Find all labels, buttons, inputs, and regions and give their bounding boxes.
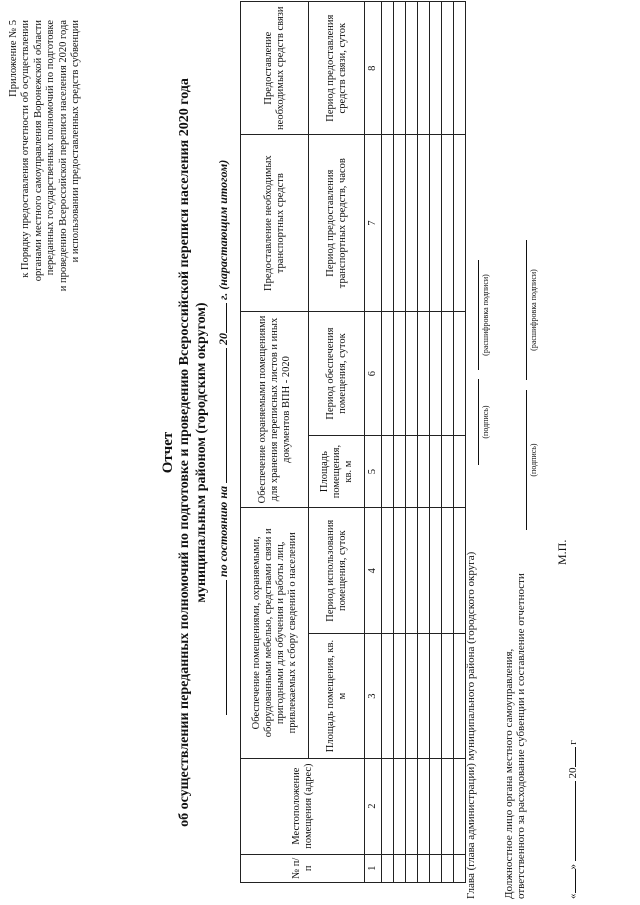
table-cell[interactable] <box>442 2 454 135</box>
head-signature-caption: (подпись) <box>481 405 490 439</box>
official-decode-line[interactable] <box>526 240 527 380</box>
stamp-placeholder: М.П. <box>555 539 569 565</box>
table-cell[interactable] <box>382 436 394 508</box>
table-cell[interactable] <box>418 634 430 758</box>
month-blank[interactable] <box>565 781 576 861</box>
official-signature-caption: (подпись) <box>529 443 538 477</box>
col-number: 6 <box>365 311 382 435</box>
table-cell[interactable] <box>406 507 418 633</box>
table-cell[interactable] <box>406 2 418 135</box>
table-cell[interactable] <box>442 311 454 435</box>
table-cell[interactable] <box>430 436 442 508</box>
table-cell[interactable] <box>382 634 394 758</box>
table-cell[interactable] <box>442 634 454 758</box>
table-cell[interactable] <box>454 507 466 633</box>
appendix-line: органами местного самоуправления Воронежской области <box>32 20 44 282</box>
table-cell[interactable] <box>382 311 394 435</box>
date-field <box>565 740 579 899</box>
table-cell[interactable] <box>406 436 418 508</box>
table-cell[interactable] <box>454 135 466 312</box>
header-period-use: Период использования помещения, суток <box>309 507 365 633</box>
table-cell[interactable] <box>418 436 430 508</box>
table-cell[interactable] <box>454 311 466 435</box>
table-col-number-row <box>365 2 382 883</box>
appendix-line: переданных государственных полномочий по подготовке <box>45 20 57 276</box>
table-subheader-row <box>309 2 365 883</box>
table-cell[interactable] <box>394 634 406 758</box>
table-cell[interactable] <box>382 135 394 312</box>
date-blank[interactable] <box>215 348 227 483</box>
table-cell[interactable] <box>394 436 406 508</box>
table-cell[interactable] <box>418 135 430 312</box>
col-number: 3 <box>365 634 382 758</box>
head-signature-label: Глава (глава администрации) муниципального района (городского округа) <box>465 551 477 899</box>
date-suffix: г <box>567 740 579 745</box>
table-cell[interactable] <box>406 311 418 435</box>
header-group3: Предоставление необходимых транспортных средств <box>241 135 309 312</box>
table-cell[interactable] <box>406 854 418 882</box>
appendix-line: и использовании предоставленных средств субвенции <box>70 20 82 263</box>
official-label-line2: ответственного за расходование субвенции и составление отчетности <box>515 573 527 899</box>
table-row <box>394 2 406 883</box>
day-blank[interactable] <box>565 870 576 894</box>
table-cell[interactable] <box>454 758 466 854</box>
head-decode-caption: (расшифровка подписи) <box>481 274 490 356</box>
blank-line <box>215 580 227 715</box>
table-cell[interactable] <box>418 758 430 854</box>
date-close-quote: » <box>567 864 579 870</box>
header-group2: Обеспечение охраняемыми помещениями для хранения переписных листов и иных документов ВПН - 2020 <box>241 311 309 507</box>
appendix-note <box>8 20 82 320</box>
table-cell[interactable] <box>430 135 442 312</box>
table-cell[interactable] <box>430 507 442 633</box>
table-cell[interactable] <box>442 436 454 508</box>
header-location: Местоположение помещения (адрес) <box>241 758 365 854</box>
header-group4: Предоставление необходимых средств связи <box>241 2 309 135</box>
col-number: 7 <box>365 135 382 312</box>
table-cell[interactable] <box>382 758 394 854</box>
as-of-date <box>215 155 231 715</box>
table-cell[interactable] <box>418 854 430 882</box>
report-subtitle: об осуществлении переданных полномочий по подготовке и проведению Всероссийской переписи населения 2020 года <box>177 78 192 827</box>
table-header-row <box>241 2 309 883</box>
table-cell[interactable] <box>454 436 466 508</box>
table-cell[interactable] <box>394 507 406 633</box>
table-row <box>442 2 454 883</box>
table-cell[interactable] <box>394 2 406 135</box>
table-row <box>406 2 418 883</box>
col-number: 4 <box>365 507 382 633</box>
appendix-line: к Порядку предоставления отчетности об осуществлении <box>20 20 32 278</box>
table-cell[interactable] <box>430 311 442 435</box>
table-cell[interactable] <box>394 311 406 435</box>
table-cell[interactable] <box>442 854 454 882</box>
header-area: Площадь помещения, кв. м <box>309 634 365 758</box>
as-of-year-prefix: 20 <box>216 333 230 346</box>
table-cell[interactable] <box>382 2 394 135</box>
table-row <box>382 2 394 883</box>
official-decode-caption: (расшифровка подписи) <box>529 269 538 351</box>
table-cell[interactable] <box>454 854 466 882</box>
header-period-comm: Период предоставления средств связи, суток <box>309 2 365 135</box>
table-cell[interactable] <box>442 507 454 633</box>
report-subtitle-entity: муниципальным районом (городским округом) <box>194 302 209 603</box>
as-of-suffix: г. (нарастающим итогом) <box>216 159 230 301</box>
table-cell[interactable] <box>406 758 418 854</box>
col-number: 1 <box>365 854 382 882</box>
table-cell[interactable] <box>394 854 406 882</box>
head-decode-line[interactable] <box>478 260 479 370</box>
table-row <box>430 2 442 883</box>
report-title: Отчет <box>160 431 176 474</box>
head-signature-line[interactable] <box>478 379 479 465</box>
year-blank[interactable] <box>565 748 576 768</box>
table-cell[interactable] <box>430 758 442 854</box>
official-signature-line[interactable] <box>526 390 527 530</box>
col-number: 8 <box>365 2 382 135</box>
table-row <box>454 2 466 883</box>
table-row <box>418 2 430 883</box>
header-period-provide: Период обеспечения помещения, суток <box>309 311 365 435</box>
table-cell[interactable] <box>382 854 394 882</box>
year-blank[interactable] <box>215 303 227 333</box>
table-cell[interactable] <box>418 2 430 135</box>
table-cell[interactable] <box>418 311 430 435</box>
col-number: 2 <box>365 758 382 854</box>
table-cell[interactable] <box>454 634 466 758</box>
table-cell[interactable] <box>430 634 442 758</box>
table-cell[interactable] <box>430 2 442 135</box>
report-table <box>240 1 466 883</box>
table-cell[interactable] <box>394 758 406 854</box>
col-number: 5 <box>365 436 382 508</box>
date-open-quote: « <box>567 893 579 899</box>
header-period-transport: Период предоставления транспортных средств, часов <box>309 135 365 312</box>
table-cell[interactable] <box>406 634 418 758</box>
appendix-line: Приложение № 5 <box>8 20 19 97</box>
official-label-line1: Должностное лицо органа местного самоуправления, <box>503 648 515 899</box>
table-cell[interactable] <box>430 854 442 882</box>
header-group1: Обеспечение помещениями, охраняемыми, оборудованными мебелью, средствами связи и пригодными для обучения и работы лиц, привлекаемых к сбору сведений о населении <box>241 507 309 758</box>
date-year-prefix: 20 <box>567 767 579 779</box>
table-cell[interactable] <box>394 135 406 312</box>
table-cell[interactable] <box>418 507 430 633</box>
table-cell[interactable] <box>382 507 394 633</box>
as-of-prefix: по состоянию на <box>216 486 230 577</box>
table-cell[interactable] <box>442 758 454 854</box>
header-num: № п/п <box>241 854 365 882</box>
table-cell[interactable] <box>454 2 466 135</box>
table-cell[interactable] <box>406 135 418 312</box>
appendix-line: и проведению Всероссийской переписи населения 2020 года <box>57 20 69 292</box>
table-cell[interactable] <box>442 135 454 312</box>
header-area2: Площадь помещения, кв. м <box>309 436 365 508</box>
